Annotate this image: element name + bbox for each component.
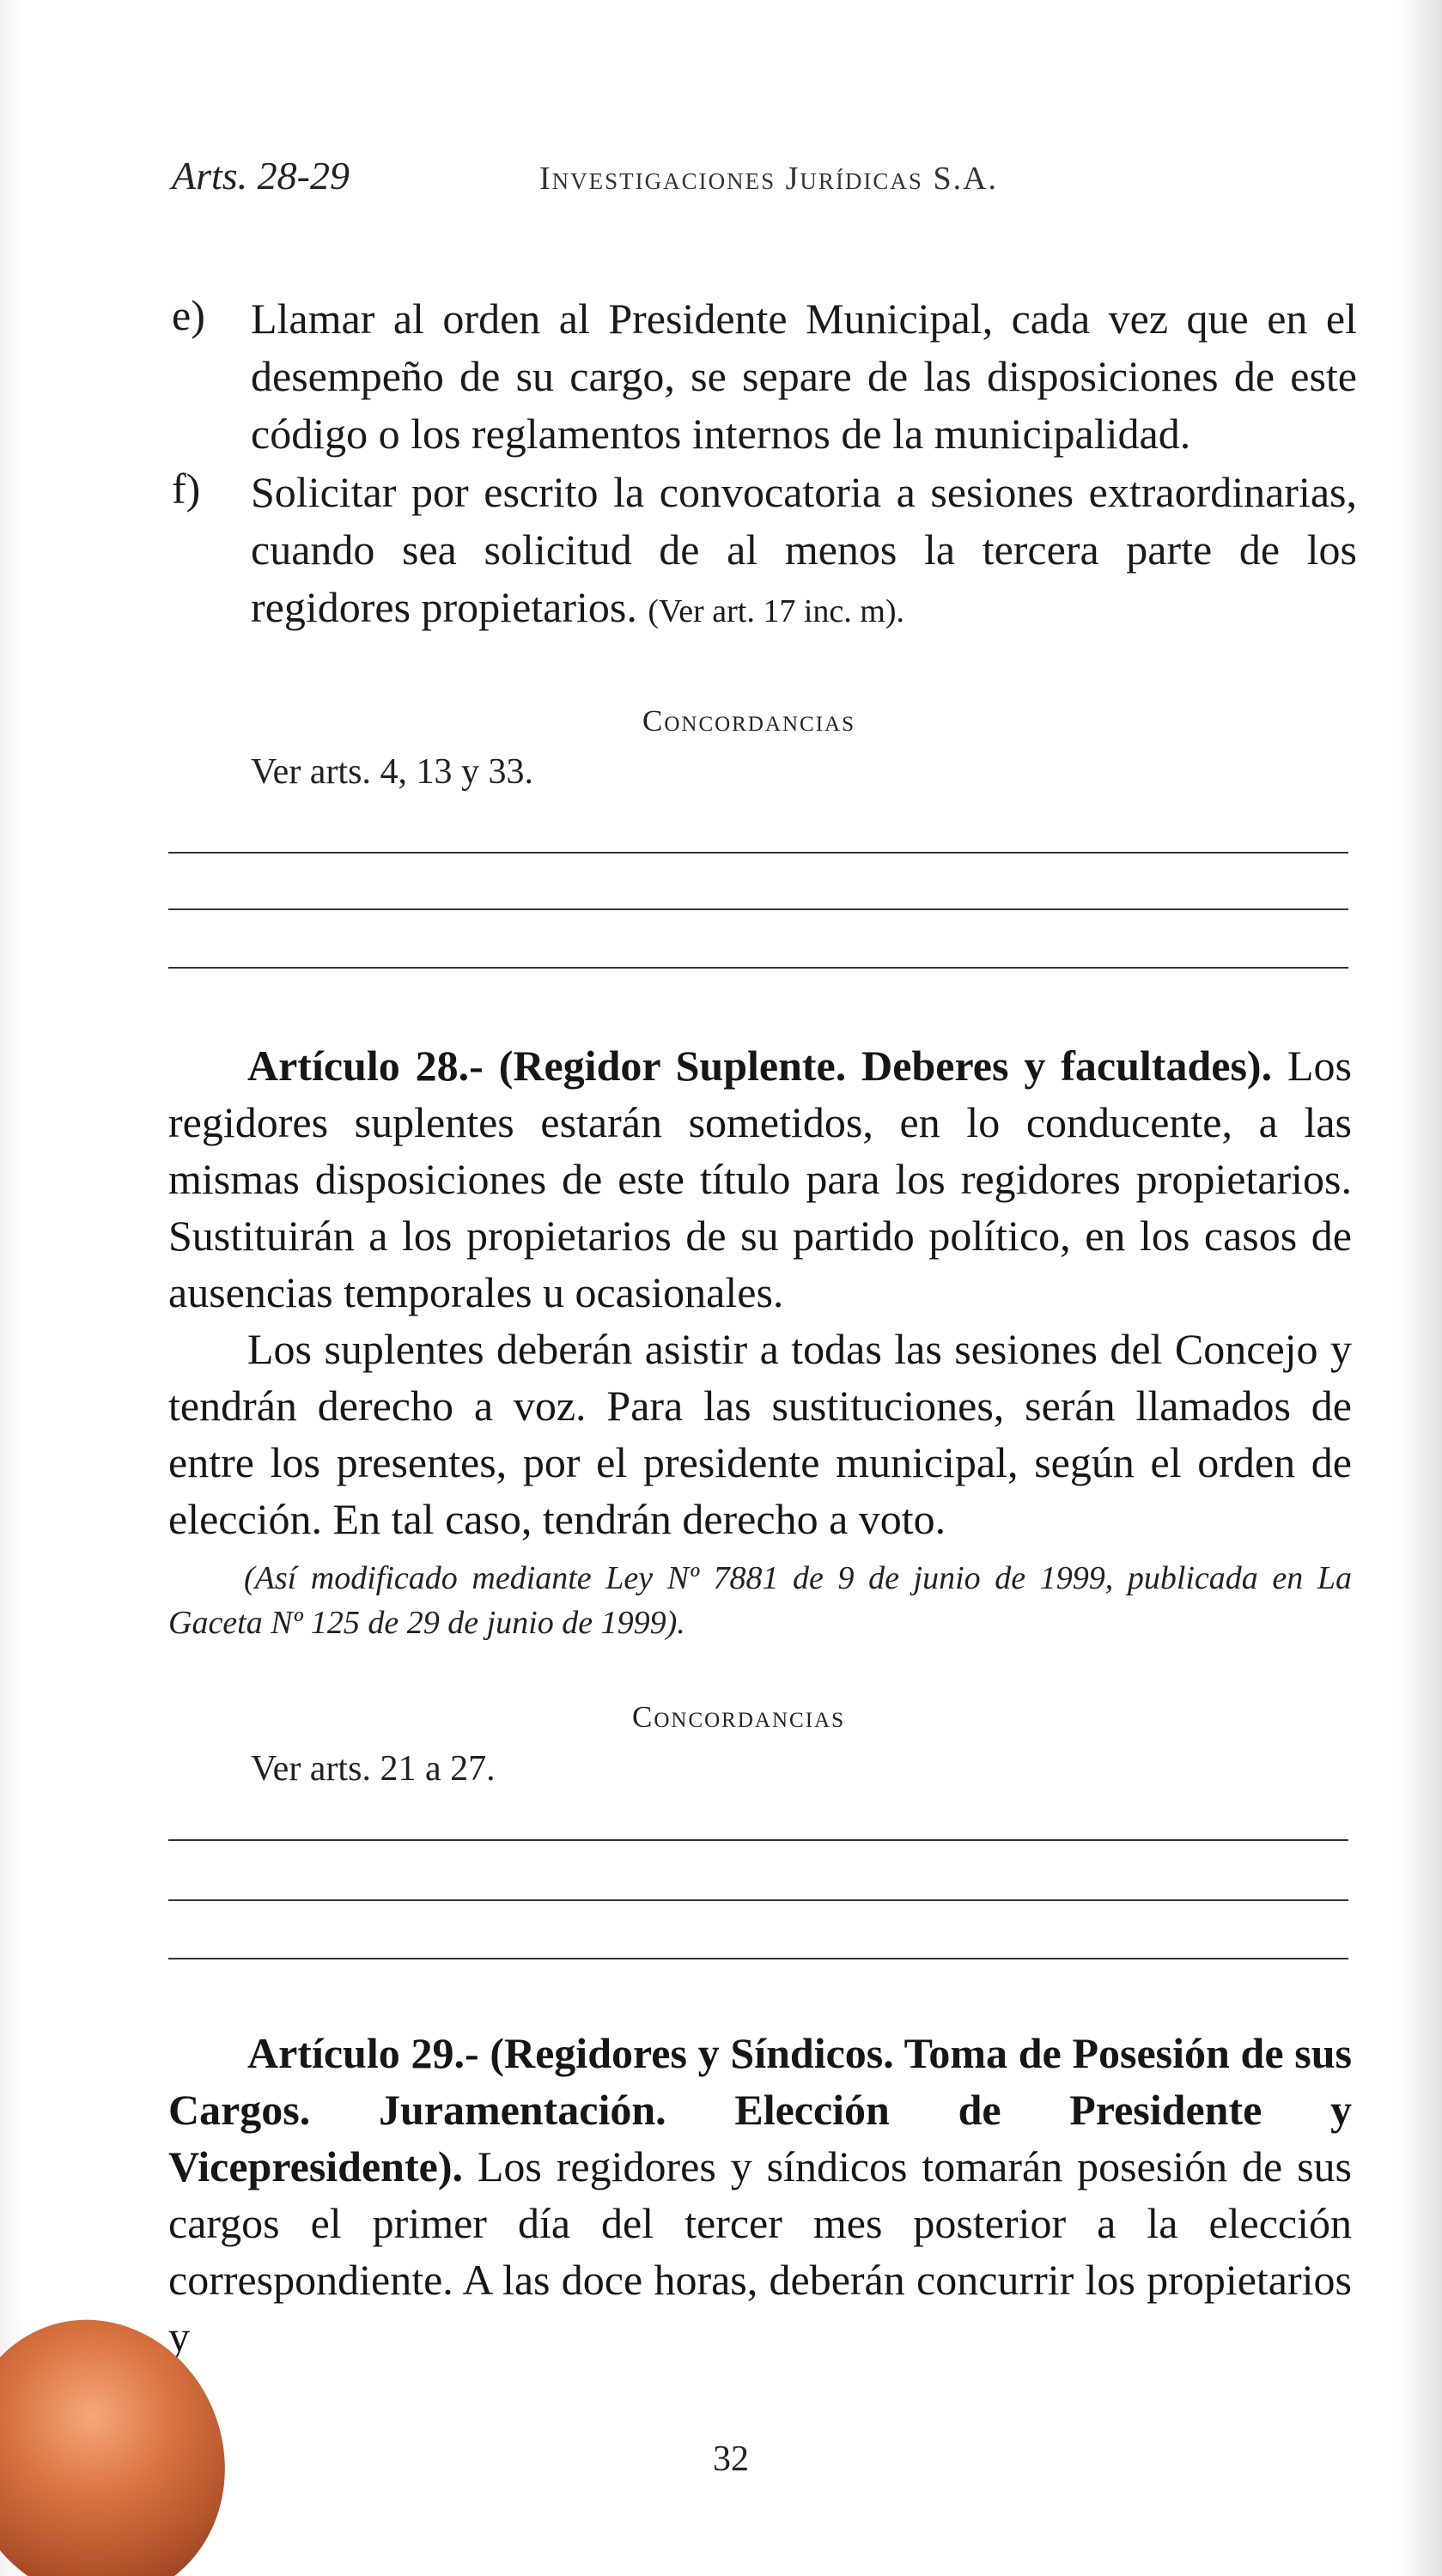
article-28 (168, 1037, 1352, 1547)
article-29 (168, 2025, 1352, 2365)
list-item-text (251, 464, 1357, 641)
running-head-articles: Arts. 28-29 (172, 154, 350, 197)
list-item-text: Llamar al orden al Presidente Municipal, cada vez que en el desempeño de su cargo, se separe de las disposiciones de este código o los reglamentos internos de la municipalidad. (251, 295, 1357, 458)
amendment-note: (Así modificado mediante Ley Nº 7881 de 9 de junio de 1999, publicada en La Gaceta Nº 125 de 29 de junio de 1999). (168, 1560, 1352, 1641)
concordancias-reference: Ver arts. 21 a 27. (251, 1749, 496, 1789)
concordancias-heading: Concordancias (632, 1700, 845, 1734)
list-letter: f) (172, 465, 201, 513)
article-title: Artículo 28.- (Regidor Suplente. Deberes y facultades). (247, 1042, 1273, 1090)
note-line (168, 852, 1348, 854)
note-line (168, 908, 1348, 910)
list-letter: e) (172, 291, 205, 339)
concordancias-reference: Ver arts. 4, 13 y 33. (251, 752, 533, 792)
list-item-e (172, 290, 1357, 463)
list-item-text-body: Solicitar por escrito la convocatoria a sesiones extraordinarias, cuando sea solicitud de al menos la tercera parte de los regidores propietarios. (251, 468, 1357, 631)
running-head-publisher: Investigaciones Jurídicas S.A. (539, 161, 999, 197)
article-paragraph: Los regidores y síndicos tomarán posesión de sus cargos el primer día del tercer mes posterior a la elección correspondiente. A las doce horas, deberán concurrir los propietarios y (168, 2142, 1353, 2360)
note-line (168, 1899, 1348, 1901)
page-number: 32 (713, 2439, 749, 2479)
note-line (168, 1839, 1348, 1841)
article-paragraph: Los suplentes deberán asistir a todas las sesiones del Concejo y tendrán derecho a voz. Para las sustituciones, serán llamados de entre los presentes, por el presidente municipal, según el orden de elección. En tal caso, tendrán derecho a voto. (168, 1325, 1352, 1543)
concordancias-heading: Concordancias (642, 704, 855, 738)
note-line (168, 1958, 1348, 1959)
list-item-f (172, 464, 1357, 641)
note-line (168, 967, 1348, 969)
article-title: Artículo 29.- (Regidores y Síndicos. Toma de Posesión de sus Cargos. Juramentación. Elección de Presidente y Vicepresidente). (168, 2029, 1352, 2190)
article-paragraph: Los regidores suplentes estarán sometidos, en lo conducente, a las mismas disposiciones de este título para los regidores propietarios. Sustituirán a los propietarios de su partido político, en los casos de ausencias temporales u ocasionales. (168, 1042, 1353, 1316)
page-edge-shadow (1408, 0, 1442, 2576)
list-item-cross-reference: (Ver art. 17 inc. m). (648, 593, 904, 629)
